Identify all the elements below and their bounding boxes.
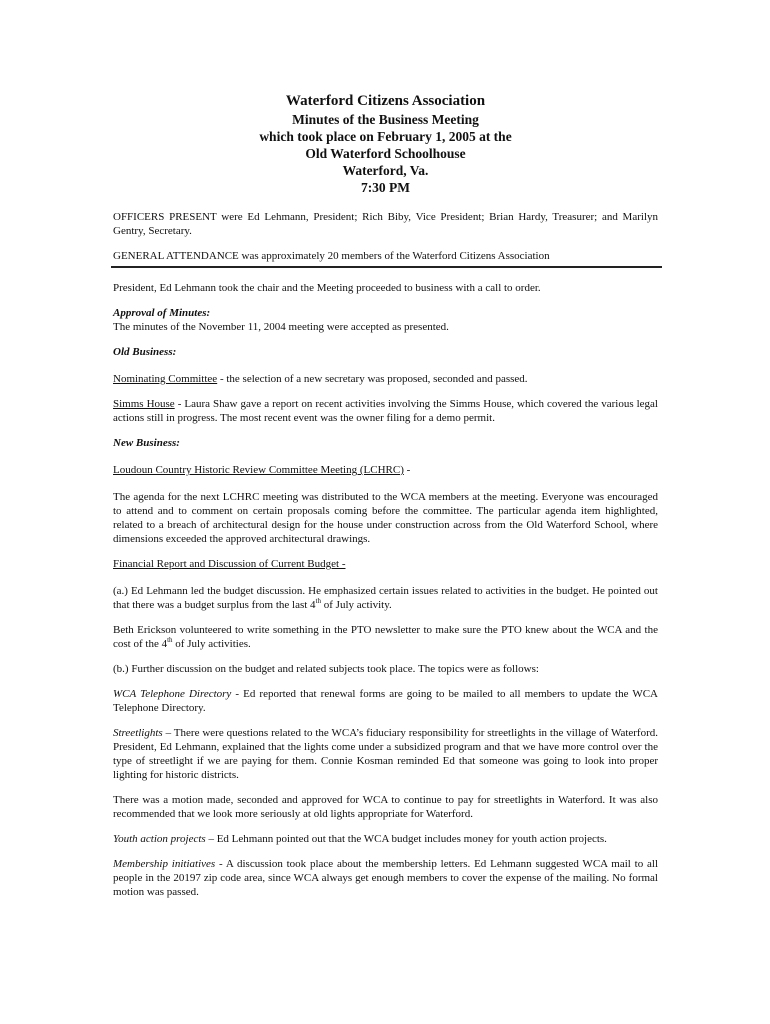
youth-projects-text: – Ed Lehmann pointed out that the WCA budget includes money for youth action projects. [205,833,607,845]
simms-house-item [113,397,658,425]
meeting-time: 7:30 PM [360,180,411,195]
beth-erickson-note [113,623,658,651]
lchrc-heading [113,463,658,477]
approval-text: The minutes of the November 11, 2004 meeting were accepted as presented. [113,321,449,333]
lchrc-text: The agenda for the next LCHRC meeting was distributed to the WCA members at the meeting. Everyone was encouraged to attend and to comment on certain proposals coming before the committee. The particular agenda item highlighted, related to a breach of architectural design for the house under construction across from the Old Waterford School, where dimensions exceeded the approved architectural drawings. [113,491,658,545]
officers-present: OFFICERS PRESENT were Ed Lehmann, President; Rich Biby, Vice President; Brian Hardy, Treasurer; and Marilyn Gentry, Secretary. [113,211,658,237]
superscript: th [315,597,321,605]
membership-item [113,857,658,899]
streetlights-text: – There were questions related to the WCA’s fiduciary responsibility for streetlights in the village of Waterford. President, Ed Lehmann, explained that the lights come under a subsidized program and that we have more control over the type of streetlight if we are paying for them. Connie Kosman reminded Ed that someone was going to look into proper lighting for historic districts. [113,727,658,781]
nominating-committee-item [113,372,658,386]
approval-heading: Approval of Minutes: [113,307,211,319]
new-business-heading: New Business: [113,437,180,449]
meeting-date: which took place on February 1, 2005 at the [259,129,512,144]
telephone-directory-item [113,687,658,715]
beth-text-end: of July activities. [172,638,251,650]
superscript: th [167,636,173,644]
lchrc-title: Loudoun Country Historic Review Committee Meeting (LCHRC) [113,464,404,476]
organization-title: Waterford Citizens Association [285,93,486,109]
financial-a-text-end: of July activity. [321,599,392,611]
beth-text: Beth Erickson volunteered to write something in the PTO newsletter to make sure the PTO knew about the WCA and the cost of the 4 [113,624,658,650]
document-page [113,92,658,899]
streetlights-title: Streetlights [113,727,163,739]
general-attendance: GENERAL ATTENDANCE was approximately 20 members of the Waterford Citizens Association [113,250,550,262]
call-to-order: President, Ed Lehmann took the chair and the Meeting proceeded to business with a call to order. [113,282,541,294]
old-business-heading: Old Business: [113,346,177,358]
meeting-location: Old Waterford Schoolhouse [305,146,466,161]
nominating-committee-text: - the selection of a new secretary was proposed, seconded and passed. [217,373,528,385]
youth-projects-title: Youth action projects [113,833,206,845]
document-header [113,92,658,196]
section-divider [111,266,662,268]
membership-title: Membership initiatives [113,858,216,870]
meeting-city: Waterford, Va. [342,163,429,178]
financial-b: (b.) Further discussion on the budget and related subjects took place. The topics were as follows: [113,663,539,675]
financial-title: Financial Report and Discussion of Current Budget - [113,558,346,570]
financial-a-text: (a.) Ed Lehmann led the budget discussion. He emphasized certain issues related to activities in the budget. He pointed out that there was a budget surplus from the last 4 [113,585,658,611]
streetlights-motion: There was a motion made, seconded and approved for WCA to continue to pay for streetlights in Waterford. It was also recommended that we look more seriously at old lights appropriate for Waterford. [113,794,658,820]
nominating-committee-title: Nominating Committee [113,373,218,385]
meeting-title: Minutes of the Business Meeting [292,112,479,127]
telephone-directory-title: WCA Telephone Directory [113,688,232,700]
simms-house-title: Simms House [113,398,175,410]
streetlights-item [113,726,658,782]
telephone-directory-text: - Ed reported that renewal forms are going to be mailed to all members to update the WCA Telephone Directory. [113,688,658,714]
lchrc-suffix: - [403,464,411,476]
financial-heading [113,557,658,571]
youth-projects-item [113,832,658,846]
simms-house-text: - Laura Shaw gave a report on recent activities involving the Simms House, which covered the various legal actions still in progress. The most recent event was the owner filing for a demo permit. [113,398,658,424]
membership-text: - A discussion took place about the membership letters. Ed Lehmann suggested WCA mail to all people in the 20197 zip code area, since WCA always get enough members to cover the expense of the mailing. No formal motion was passed. [113,858,658,898]
financial-a [113,584,658,612]
